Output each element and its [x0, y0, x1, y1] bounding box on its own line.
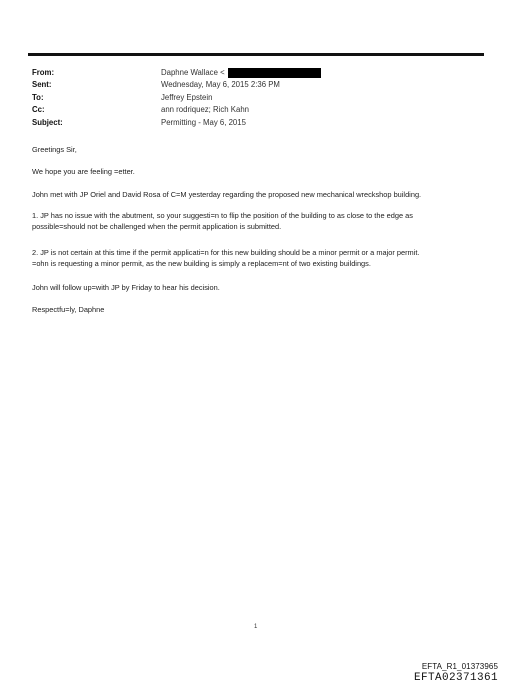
bates-stamp-large: EFTA02371361 — [413, 672, 498, 684]
subject-row — [32, 117, 482, 129]
sent-row — [32, 79, 482, 91]
point-one-paragraph — [32, 211, 484, 232]
from-value — [161, 67, 321, 79]
signoff: Respectfu=ly, Daphne — [32, 305, 105, 314]
from-label: From: — [32, 68, 55, 77]
point-two-paragraph — [32, 248, 484, 269]
to-label: To: — [32, 92, 44, 102]
to-row — [32, 92, 482, 104]
subject-label: Subject: — [32, 117, 63, 127]
cc-row — [32, 104, 482, 116]
point-one-line: 1. JP has no issue with the abutment, so your suggesti=n to flip the position of the building to as close to the edge as — [32, 211, 413, 220]
meeting-paragraph: John met with JP Oriel and David Rosa of C=M yesterday regarding the proposed new mechanical wreckshop building. — [32, 190, 422, 199]
point-two-line: =ohn is requesting a minor permit, as the new building is simply a replacem=nt of two existing buildings. — [32, 258, 371, 268]
header-rule — [28, 53, 484, 56]
cc-label: Cc: — [32, 105, 45, 115]
follow-up-paragraph: John will follow up=with JP by Friday to hear his decision. — [32, 283, 220, 292]
sent-value: Wednesday, May 6, 2015 2:36 PM — [161, 80, 280, 90]
point-two-line: 2. JP is not certain at this time if the permit applicati=n for this new building should be a minor permit or a major permit. — [32, 248, 420, 257]
redaction-bar — [228, 68, 321, 78]
bates-stamp-small: EFTA_R1_01373965 — [421, 662, 498, 671]
greeting: Greetings Sir, — [32, 145, 77, 154]
sent-label: Sent: — [32, 80, 52, 90]
email-header — [32, 67, 482, 129]
from-name: Daphne Wallace < — [161, 68, 225, 77]
point-one-line: possible=should not be challenged when the permit application is submitted. — [32, 221, 282, 231]
page-number: 1 — [254, 624, 258, 630]
subject-value: Permitting - May 6, 2015 — [161, 117, 246, 127]
from-row — [32, 67, 482, 79]
hope-paragraph: We hope you are feeling =etter. — [32, 167, 135, 176]
cc-value: ann rodriquez; Rich Kahn — [161, 105, 249, 115]
to-value: Jeffrey Epstein — [161, 92, 213, 102]
